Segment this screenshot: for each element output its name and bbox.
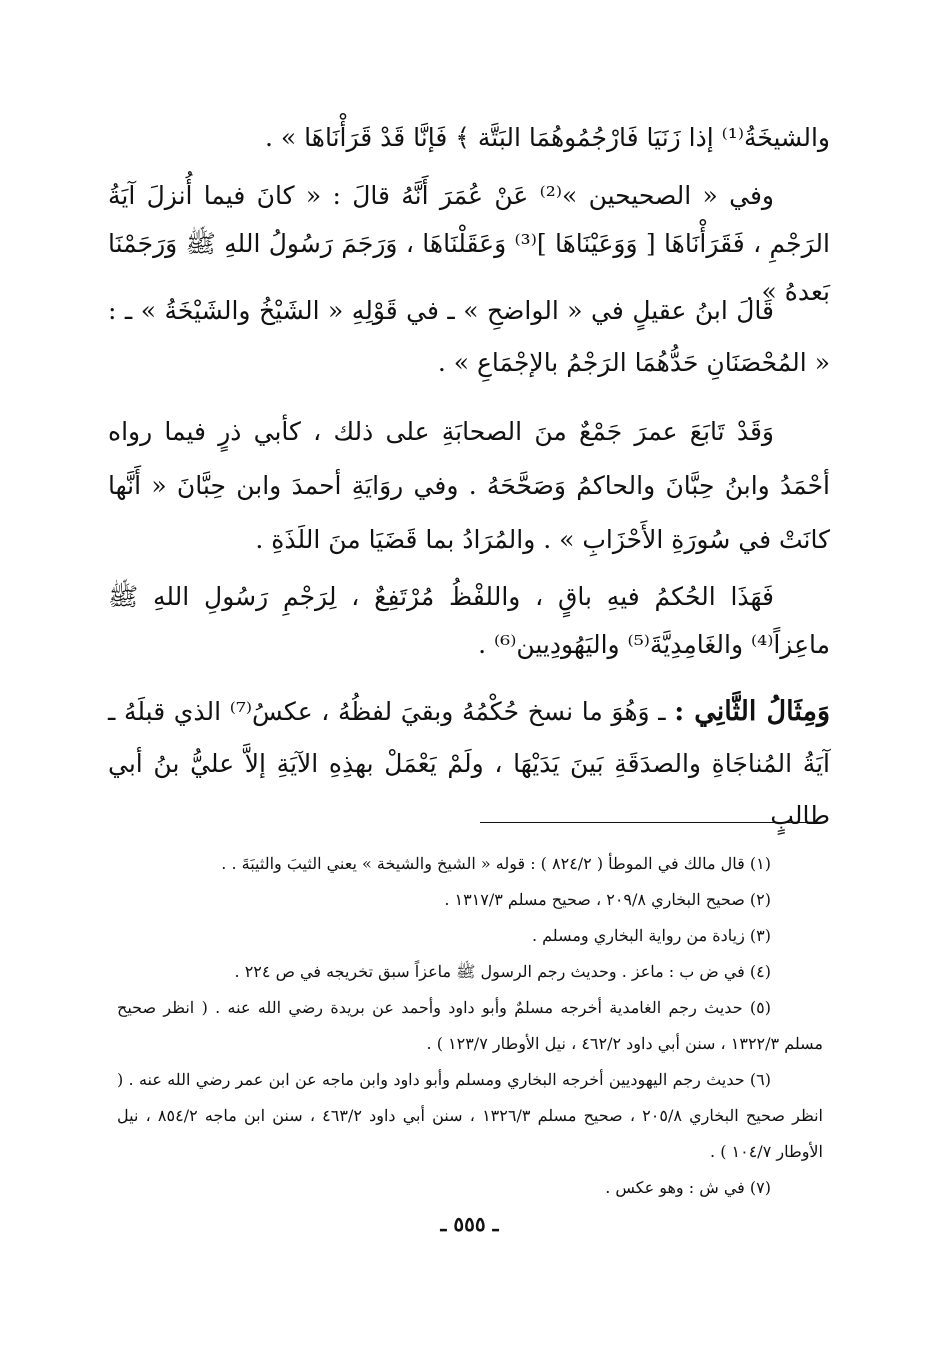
- paragraph-example-two: [108, 686, 830, 842]
- paragraph-text: وفي « الصحيحين »⁽²⁾ عَنْ عُمَرَ أَنَّهُ قالَ : « كانَ فيما أُنزلَ آيَةُ الرَجْمِ ، فَقَرَأْنَاهَا [ وَوَعَيْنَاهَا ]⁽³⁾ وَعَقَلْنَاهَا ، وَرَجَمَ رَسُولُ اللهِ ﷺ وَرَجَمْنَا بَعدهُ » .: [108, 181, 830, 306]
- footnote-1: (١) قال مالك في الموطأ ( ٨٢٤/٢ ) : قوله « الشيخ والشيخة » يعني الثيبَ والثيبَةَ . .: [221, 854, 771, 873]
- paragraph-ruling: [108, 573, 830, 669]
- footnote-7: (٧) في ش : وهو عكس .: [605, 1178, 771, 1197]
- footnote-6: (٦) حديث رجم اليهوديين أخرجه البخاري ومسلم وأبو داود وابن ماجه عن ابن عمر رضي الله عنه . ( انظر صحيح البخاري ٢٠٥/٨ ، صحيح مسلم ١٣٢٦/٣ ، سنن أبي داود ٤٦٣/٢ ، سنن ابن ماجه ٨٥٤/٢ ، نيل الأوطار ١٠٤/٧ ) .: [117, 1070, 823, 1161]
- footnote-4: (٤) في ض ب : ماعز . وحديث رجم الرسول ﷺ ماعزاً سبق تخريجه في ص ٢٢٤ .: [234, 962, 771, 981]
- paragraph-ibn-aqil: [108, 285, 830, 389]
- paragraph-text: [108, 686, 830, 842]
- page-number: ـ ٥٥٥ ـ: [440, 1212, 499, 1236]
- footnote-5: (٥) حديث رجم الغامدية أخرجه مسلمٌ وأبو داود وأحمد عن بريدة رضي الله عنه . ( انظر صحيح مسلم ١٣٢٢/٣ ، سنن أبي داود ٤٦٢/٢ ، نيل الأوطار ١٢٣/٧ ) .: [117, 998, 823, 1053]
- footnotes: [117, 846, 823, 1206]
- paragraph-companions: [108, 405, 830, 567]
- example-two-heading: وَمِثَالُ الثَّانِي :: [674, 696, 830, 727]
- footnote-3: (٣) زيادة من رواية البخاري ومسلم .: [531, 926, 771, 945]
- example-two-text: ـ وَهُوَ ما نسخ حُكْمُهُ وبقيَ لفظُهُ ، عكسُ⁽⁷⁾ الذي قبلَهُ ـ آيَةُ المُناجَاةِ والصدَقَةِ بَينَ يَدَيْهَا ، ولَمْ يَعْمَلْ بهذِهِ الآيَةِ إلاَّ عليُّ بنُ أبي طالبٍ: [108, 697, 830, 830]
- paragraph-text: قَالَ ابنُ عقيلٍ في « الواضحِ » ـ في قَوْلِهِ « الشَيْخُ والشَيْخَةُ » ـ : « المُحْصَنَانِ حَدُّهُمَا الرَجْمُ بالإجْمَاعِ » .: [108, 296, 830, 377]
- paragraph-text: وَقَدْ تَابَعَ عمرَ جَمْعٌ منَ الصحابَةِ على ذلك ، كأبي ذرٍ فيما رواه أحْمَدُ وابنُ حِبَّانَ والحاكمُ وَصَحَّحَهُ . وفي روَايَةِ أحمدَ وابن حِبَّانَ « أَنَّها كانَتْ في سُورَةِ الأَحْزَابِ » . والمُرَادُ بما قَضَيَا منَ اللَذَةِ .: [108, 417, 830, 554]
- paragraph-continuation: [108, 114, 830, 162]
- footnote-2: (٢) صحيح البخاري ٢٠٩/٨ ، صحيح مسلم ١٣١٧/٣ .: [444, 890, 771, 909]
- paragraph-text: فَهَذَا الحُكمُ فيهِ باقٍ ، واللفْظُ مُرْتَفِعٌ ، لِرَجْمِ رَسُولِ اللهِ ﷺ ماعِزاً⁽⁴⁾ والغَامِدِيَّةَ⁽⁵⁾ واليَهُودِيين⁽⁶⁾ .: [108, 582, 830, 659]
- footnote-separator: [480, 822, 822, 823]
- paragraph-text: والشيخَةُ⁽¹⁾ إذا زَنَيَا فَارْجُمُوهُمَا البَتَّة ﴾ فَإنَّا قَدْ قَرَأْنَاهَا » .: [265, 123, 830, 152]
